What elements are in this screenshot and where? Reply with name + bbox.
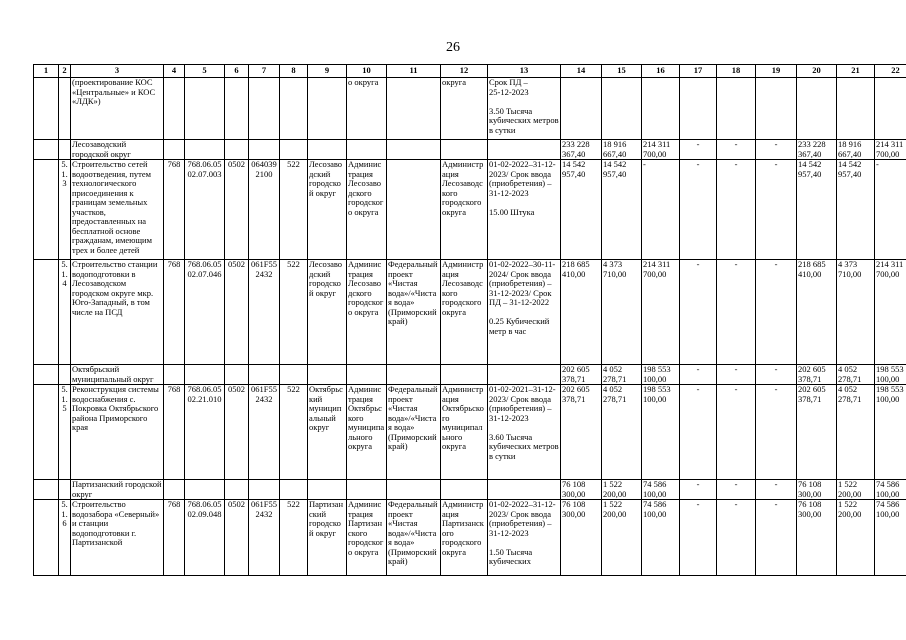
table-cell: 4 052 278,71: [602, 365, 642, 385]
table-cell: -: [717, 500, 756, 576]
table-cell: 0502: [225, 500, 249, 576]
column-header: 9: [308, 65, 347, 78]
table-cell: [680, 78, 717, 140]
column-header: 19: [756, 65, 797, 78]
table-row: [34, 140, 906, 160]
table-cell: [387, 140, 441, 160]
table-cell: [280, 480, 308, 500]
table-cell: [308, 78, 347, 140]
table-cell: [308, 480, 347, 500]
table-cell: [602, 78, 642, 140]
table-cell: 214 311 700,00: [642, 140, 680, 160]
column-header: 12: [441, 65, 488, 78]
table-cell: Срок ПД – 25-12-2023 3.50 Тысяча кубических метров в сутки: [488, 78, 561, 140]
table-cell: 214 311 700,00: [875, 140, 906, 160]
table-cell: 4 373 710,00: [602, 260, 642, 365]
table-cell: Строительство водозабора «Северный» и станции водоподготовки г. Партизанской: [71, 500, 164, 576]
table-cell: [225, 480, 249, 500]
table-cell: [561, 78, 602, 140]
table-cell: 14 542 957,40: [837, 160, 875, 260]
table-cell: [164, 365, 185, 385]
table-cell: [249, 480, 280, 500]
column-header: 18: [717, 65, 756, 78]
table-cell: 768: [164, 385, 185, 480]
table-cell: 76 108 300,00: [561, 480, 602, 500]
table-cell: 218 685 410,00: [561, 260, 602, 365]
table-cell: [225, 78, 249, 140]
column-header: 17: [680, 65, 717, 78]
table-cell: [34, 260, 59, 365]
table-cell: 768.06.05 02.07.046: [185, 260, 225, 365]
table-cell: 5.1.3: [59, 160, 71, 260]
table-cell: 768.06.05 02.21.010: [185, 385, 225, 480]
header-row: [34, 65, 906, 78]
table-cell: [347, 480, 387, 500]
column-header: 7: [249, 65, 280, 78]
table-cell: [164, 78, 185, 140]
table-cell: Федеральный проект «Чистая вода»/«Чистая вода» (Приморский край): [387, 385, 441, 480]
table-cell: Лесозаводский городской округ: [71, 140, 164, 160]
table-cell: 74 586 100,00: [642, 500, 680, 576]
table-cell: 198 553 100,00: [642, 385, 680, 480]
table-row: [34, 260, 906, 365]
table-cell: -: [717, 140, 756, 160]
table-cell: [717, 78, 756, 140]
table-cell: 0502: [225, 385, 249, 480]
table-cell: [34, 78, 59, 140]
table-cell: 76 108 300,00: [797, 500, 837, 576]
table-cell: -: [875, 160, 906, 260]
table-cell: 4 373 710,00: [837, 260, 875, 365]
table-cell: -: [680, 365, 717, 385]
investment-table: [33, 64, 906, 576]
table-cell: -: [680, 160, 717, 260]
column-header: 20: [797, 65, 837, 78]
table-cell: Строительство сетей водоотведения, путем технологического присоединения к границам земельных участков, предоставленных на бесплатной основе гражданам, имеющим трех и более детей: [71, 160, 164, 260]
table-cell: 064039 2100: [249, 160, 280, 260]
table-cell: 198 553 100,00: [875, 385, 906, 480]
table-cell: [225, 365, 249, 385]
column-header: 4: [164, 65, 185, 78]
table-cell: -: [717, 480, 756, 500]
column-header: 3: [71, 65, 164, 78]
column-header: 1: [34, 65, 59, 78]
table-cell: -: [717, 160, 756, 260]
table-cell: 061F55 2432: [249, 385, 280, 480]
table-cell: [837, 78, 875, 140]
table-cell: [34, 480, 59, 500]
table-cell: 522: [280, 500, 308, 576]
table-cell: -: [680, 140, 717, 160]
table-cell: 202 605 378,71: [797, 365, 837, 385]
table-cell: [756, 78, 797, 140]
table-cell: 202 605 378,71: [561, 365, 602, 385]
table-cell: 202 605 378,71: [561, 385, 602, 480]
table-cell: Администрация Лесозаводского городского округа: [441, 160, 488, 260]
table-row: [34, 385, 906, 480]
table-cell: [164, 480, 185, 500]
table-cell: [34, 500, 59, 576]
table-cell: 1 522 200,00: [602, 480, 642, 500]
table-cell: 1 522 200,00: [837, 480, 875, 500]
table-cell: Лесозаводский городской округ: [308, 160, 347, 260]
column-header: 13: [488, 65, 561, 78]
table-cell: -: [680, 260, 717, 365]
table-cell: [441, 480, 488, 500]
table-cell: -: [756, 140, 797, 160]
table-cell: Администрация Лесозаводского городского округа: [347, 160, 387, 260]
table-cell: 76 108 300,00: [797, 480, 837, 500]
column-header: 5: [185, 65, 225, 78]
table-cell: [387, 160, 441, 260]
table-cell: 01-02-2021–31-12-2023/ Срок ввода (приобретения) – 31-12-2023 3.60 Тысяча кубических метров в сутки: [488, 385, 561, 480]
table-row: [34, 160, 906, 260]
table-cell: 768.06.05 02.09.048: [185, 500, 225, 576]
table-cell: [441, 140, 488, 160]
table-cell: [185, 78, 225, 140]
table-cell: Партизанский городской округ: [308, 500, 347, 576]
table-cell: 768: [164, 500, 185, 576]
table-cell: Федеральный проект «Чистая вода»/«Чистая вода» (Приморский край): [387, 260, 441, 365]
table-cell: Реконструкция системы водоснабжения с. Покровка Октябрьского района Приморского края: [71, 385, 164, 480]
table-cell: 4 052 278,71: [602, 385, 642, 480]
table-cell: [280, 140, 308, 160]
table-cell: 14 542 957,40: [797, 160, 837, 260]
table-cell: -: [680, 500, 717, 576]
table-cell: [797, 78, 837, 140]
table-cell: 202 605 378,71: [797, 385, 837, 480]
table-cell: 01-02-2022–30-11-2024/ Срок ввода (приобретения) – 31-12-2023/ Срок ПД – 31-12-2022 0.25 Кубический метр в час: [488, 260, 561, 365]
column-header: 22: [875, 65, 906, 78]
table-cell: [387, 480, 441, 500]
column-header: 16: [642, 65, 680, 78]
table-cell: 74 586 100,00: [875, 480, 906, 500]
column-header: 15: [602, 65, 642, 78]
column-header: 8: [280, 65, 308, 78]
table-cell: 061F55 2432: [249, 260, 280, 365]
table-cell: [225, 140, 249, 160]
table-cell: Администрация Лесозаводского городского округа: [347, 260, 387, 365]
table-cell: 1 522 200,00: [602, 500, 642, 576]
table-cell: [185, 480, 225, 500]
table-cell: [185, 140, 225, 160]
table-cell: [185, 365, 225, 385]
table-cell: [875, 78, 906, 140]
table-cell: 5.1.6: [59, 500, 71, 576]
table-cell: Октябрьский муниципальный округ: [71, 365, 164, 385]
table-cell: 01-02-2022–31-12-2023/ Срок ввода (приобретения) – 31-12-2023 1.50 Тысяча кубических: [488, 500, 561, 576]
table-cell: [347, 365, 387, 385]
table-cell: 061F55 2432: [249, 500, 280, 576]
table-cell: -: [642, 160, 680, 260]
table-row: [34, 480, 906, 500]
table-cell: 522: [280, 160, 308, 260]
table-cell: 0502: [225, 260, 249, 365]
table-cell: 74 586 100,00: [875, 500, 906, 576]
table-cell: -: [717, 365, 756, 385]
table-cell: -: [680, 480, 717, 500]
table-cell: 4 052 278,71: [837, 365, 875, 385]
table-cell: 198 553 100,00: [642, 365, 680, 385]
table-row: [34, 78, 906, 140]
table-cell: 768.06.05 02.07.003: [185, 160, 225, 260]
table-cell: Администрация Лесозаводского городского округа: [441, 260, 488, 365]
table-cell: -: [756, 365, 797, 385]
table-cell: [59, 365, 71, 385]
table-cell: 14 542 957,40: [561, 160, 602, 260]
table-cell: -: [756, 500, 797, 576]
table-cell: Октябрьский муниципальный округ: [308, 385, 347, 480]
table-cell: 768: [164, 260, 185, 365]
table-cell: [59, 140, 71, 160]
table-cell: Строительство станции водоподготовки в Лесозаводском городском округе мкр. Юго-Западный, в том числе на ПСД: [71, 260, 164, 365]
column-header: 11: [387, 65, 441, 78]
table-cell: о округа: [347, 78, 387, 140]
table-cell: [34, 140, 59, 160]
table-cell: [387, 78, 441, 140]
table-cell: [280, 365, 308, 385]
table-cell: [488, 140, 561, 160]
table-cell: -: [756, 480, 797, 500]
table-cell: [34, 160, 59, 260]
table-cell: [488, 480, 561, 500]
table-cell: округа: [441, 78, 488, 140]
table-cell: Федеральный проект «Чистая вода»/«Чистая вода» (Приморский край): [387, 500, 441, 576]
table-row: [34, 365, 906, 385]
table-cell: [308, 365, 347, 385]
table-cell: 14 542 957,40: [602, 160, 642, 260]
table-cell: 18 916 667,40: [837, 140, 875, 160]
table-cell: Партизанский городской округ: [72, 479, 162, 499]
table-cell: 74 586 100,00: [642, 480, 680, 500]
table-cell: Администрация Партизанского городского округа: [441, 500, 488, 576]
table-cell: -: [680, 385, 717, 480]
table-cell: 233 228 367,40: [561, 140, 602, 160]
table-cell: [249, 78, 280, 140]
table-cell: 76 108 300,00: [561, 500, 602, 576]
table-cell: -: [756, 160, 797, 260]
table-cell: 5.1.4: [59, 260, 71, 365]
table-cell: Администрация Октябрьского муниципального округа: [441, 385, 488, 480]
table-cell: [249, 140, 280, 160]
table-cell: [441, 365, 488, 385]
table-cell: -: [717, 260, 756, 365]
table-body: [34, 78, 906, 576]
table-cell: Администрация Партизанского городского округа: [347, 500, 387, 576]
table-cell: -: [756, 385, 797, 480]
table-cell: [488, 365, 561, 385]
table-cell: 233 228 367,40: [797, 140, 837, 160]
table-cell: [59, 480, 71, 500]
table-cell: -: [756, 260, 797, 365]
column-header: 2: [59, 65, 71, 78]
table-cell: -: [717, 385, 756, 480]
table-cell: [59, 78, 71, 140]
table-cell: 0502: [225, 160, 249, 260]
table-cell: 4 052 278,71: [837, 385, 875, 480]
table-cell: 1 522 200,00: [837, 500, 875, 576]
table-cell: (проектирование КОС «Центральные» и КОС «ЛДК»): [71, 78, 164, 140]
table-cell: 214 311 700,00: [642, 260, 680, 365]
column-header: 14: [561, 65, 602, 78]
table-cell: [249, 365, 280, 385]
table-cell: [308, 140, 347, 160]
table-cell: [34, 365, 59, 385]
table-cell: [642, 78, 680, 140]
table-cell: 218 685 410,00: [797, 260, 837, 365]
table-cell: Лесозаводский городской округ: [308, 260, 347, 365]
table-cell: 18 916 667,40: [602, 140, 642, 160]
column-header: 21: [837, 65, 875, 78]
table-cell: 214 311 700,00: [875, 260, 906, 365]
table-cell: Администрация Октябрьского муниципального округа: [347, 385, 387, 480]
page-number: 26: [446, 40, 460, 55]
table-cell: 768: [164, 160, 185, 260]
table-cell: 5.1.5: [59, 385, 71, 480]
table-cell: 522: [280, 260, 308, 365]
table-cell: [280, 78, 308, 140]
table-row: [34, 500, 906, 576]
table-cell: 01-02-2022–31-12-2023/ Срок ввода (приобретения) – 31-12-2023 15.00 Штука: [488, 160, 561, 260]
table-cell: [387, 365, 441, 385]
table-cell: [347, 140, 387, 160]
table-cell: [34, 385, 59, 480]
column-header: 10: [347, 65, 387, 78]
column-header: 6: [225, 65, 249, 78]
table-cell: 198 553 100,00: [875, 365, 906, 385]
table-cell: [164, 140, 185, 160]
table-cell: 522: [280, 385, 308, 480]
